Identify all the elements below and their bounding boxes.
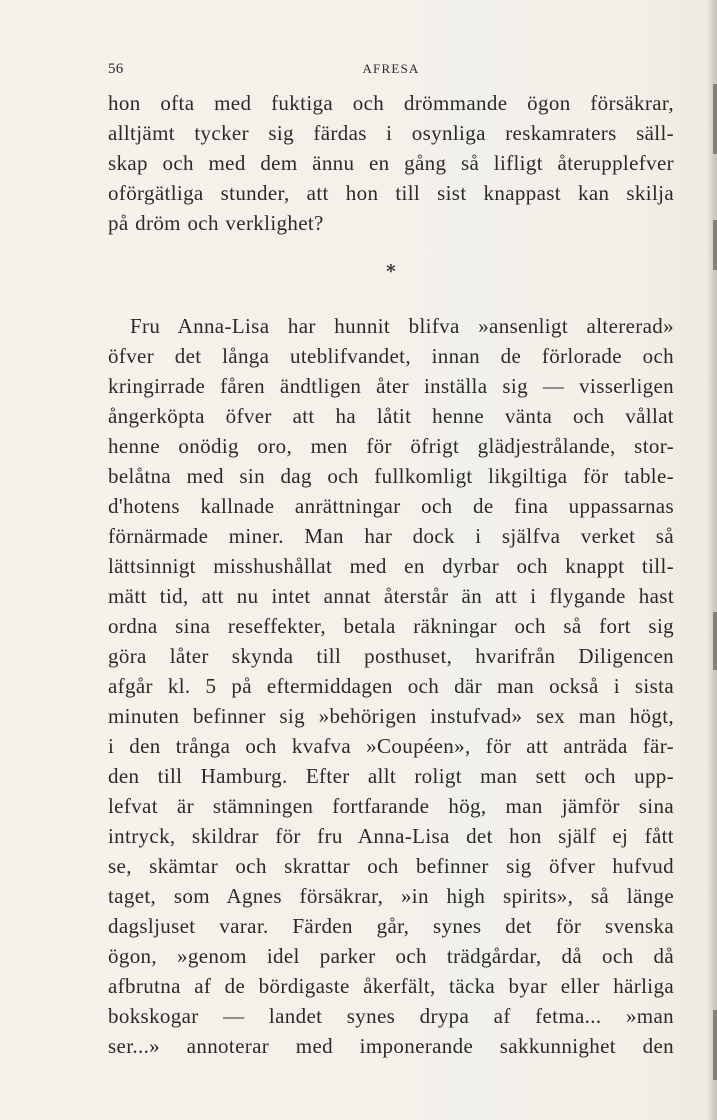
text-line: ordna sina reseffekter, betala räkningar och så fort sig bbox=[108, 614, 674, 638]
text-line: se, skämtar och skrattar och befinner sig öfver hufvud bbox=[108, 854, 674, 878]
text-line: afgår kl. 5 på eftermiddagen och där man också i sista bbox=[108, 674, 674, 698]
page-edge-mark bbox=[713, 84, 717, 154]
asterisk-separator: * bbox=[386, 261, 396, 282]
text-line: minuten befinner sig »behörigen instufvad» sex man högt, bbox=[108, 704, 674, 728]
text-line: på dröm och verklighet? bbox=[108, 211, 324, 235]
page-edge-mark bbox=[713, 612, 717, 670]
text-line: i den trånga och kvafva »Coupéen», för att anträda fär- bbox=[108, 734, 674, 758]
page-edge-mark bbox=[713, 1010, 717, 1080]
page-edge-mark bbox=[713, 220, 717, 270]
text-line: bokskogar — landet synes drypa af fetma... »man bbox=[108, 1004, 674, 1028]
text-line: kringirrade fåren ändtligen åter inställa sig — visserligen bbox=[108, 374, 674, 398]
text-line: Fru Anna-Lisa har hunnit blifva »ansenligt altererad» bbox=[130, 314, 674, 338]
text-line: alltjämt tycker sig färdas i osynliga reskamraters säll- bbox=[108, 121, 674, 145]
text-line: förnärmade miner. Man har dock i själfva verket så bbox=[108, 524, 674, 548]
text-line: lättsinnigt misshushållat med en dyrbar och knappt till- bbox=[108, 554, 674, 578]
text-line: oförgätliga stunder, att hon till sist knappast kan skilja bbox=[108, 181, 674, 205]
text-line: öfver det långa uteblifvandet, innan de förlorade och bbox=[108, 344, 674, 368]
text-line: lefvat är stämningen fortfarande hög, man jämför sina bbox=[108, 794, 674, 818]
text-line: taget, som Agnes försäkrar, »in high spirits», så länge bbox=[108, 884, 674, 908]
text-line: henne onödig oro, men för öfrigt glädjestrålande, stor- bbox=[108, 434, 674, 458]
text-line: ångerköpta öfver att ha låtit henne vänta och vållat bbox=[108, 404, 674, 428]
text-line: ögon, »genom idel parker och trädgårdar, då och då bbox=[108, 944, 674, 968]
page-edge-shadow bbox=[707, 0, 717, 1120]
text-line: skap och med dem ännu en gång så lifligt återupplefver bbox=[108, 151, 674, 175]
text-line: d'hotens kallnade anrättningar och de fina uppassarnas bbox=[108, 494, 674, 518]
text-line: dagsljuset varar. Färden går, synes det för svenska bbox=[108, 914, 674, 938]
running-title: AFRESA bbox=[362, 61, 420, 76]
text-line: afbrutna af de bördigaste åkerfält, täcka byar eller härliga bbox=[108, 974, 674, 998]
text-line: hon ofta med fuktiga och drömmande ögon försäkrar, bbox=[108, 91, 674, 115]
text-line: intryck, skildrar för fru Anna-Lisa det hon själf ej fått bbox=[108, 824, 674, 848]
text-line: den till Hamburg. Efter allt roligt man sett och upp- bbox=[108, 764, 674, 788]
text-line: göra låter skynda till posthuset, hvarifrån Diligencen bbox=[108, 644, 674, 668]
text-line: ser...» annoterar med imponerande sakkunnighet den bbox=[108, 1034, 674, 1058]
page-header bbox=[108, 58, 674, 80]
text-line: mätt tid, att nu intet annat återstår än att i flygande hast bbox=[108, 584, 674, 608]
text-line: belåtna med sin dag och fullkomligt likgiltiga för table- bbox=[108, 464, 674, 488]
page-number: 56 bbox=[108, 61, 124, 77]
